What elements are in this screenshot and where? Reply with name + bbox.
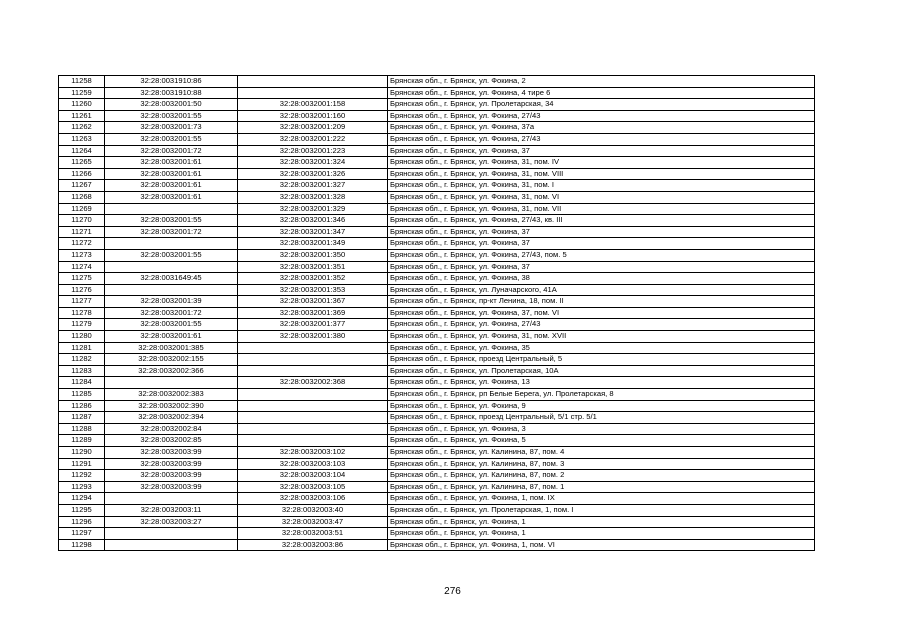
cell-address: Брянская обл., г. Брянск, ул. Пролетарская, 34 <box>388 99 815 111</box>
cell-object-number: 32:28:0032001:349 <box>238 238 388 250</box>
cell-parcel-number: 32:28:0032001:55 <box>105 249 238 261</box>
cell-object-number: 32:28:0032002:368 <box>238 377 388 389</box>
cell-parcel-number: 32:28:0032001:55 <box>105 319 238 331</box>
cell-parcel-number: 32:28:0032001:55 <box>105 215 238 227</box>
cell-parcel-number: 32:28:0032003:99 <box>105 447 238 459</box>
cell-parcel-number: 32:28:0032003:99 <box>105 470 238 482</box>
cell-parcel-number: 32:28:0032003:99 <box>105 458 238 470</box>
cell-row-number: 11264 <box>59 145 105 157</box>
cell-row-number: 11292 <box>59 470 105 482</box>
cell-parcel-number: 32:28:0032002:390 <box>105 400 238 412</box>
cell-row-number: 11258 <box>59 76 105 88</box>
cell-parcel-number: 32:28:0031910:86 <box>105 76 238 88</box>
cell-row-number: 11295 <box>59 504 105 516</box>
cell-row-number: 11291 <box>59 458 105 470</box>
cell-address: Брянская обл., г. Брянск, ул. Фокина, 37 <box>388 238 815 250</box>
cell-row-number: 11288 <box>59 423 105 435</box>
cell-parcel-number <box>105 238 238 250</box>
cell-row-number: 11262 <box>59 122 105 134</box>
cell-address: Брянская обл., г. Брянск, ул. Фокина, 1 <box>388 528 815 540</box>
cell-row-number: 11285 <box>59 389 105 401</box>
table-row <box>59 145 815 157</box>
cell-address: Брянская обл., г. Брянск, ул. Фокина, 31, пом. IV <box>388 157 815 169</box>
cell-object-number <box>238 342 388 354</box>
cell-address: Брянская обл., г. Брянск, проезд Центральный, 5 <box>388 354 815 366</box>
cell-row-number: 11294 <box>59 493 105 505</box>
cell-row-number: 11277 <box>59 296 105 308</box>
table-row <box>59 261 815 273</box>
cell-row-number: 11281 <box>59 342 105 354</box>
cell-row-number: 11298 <box>59 539 105 551</box>
cell-object-number: 32:28:0032003:51 <box>238 528 388 540</box>
table-row <box>59 493 815 505</box>
cadastral-table <box>58 75 815 551</box>
cell-row-number: 11279 <box>59 319 105 331</box>
cell-parcel-number: 32:28:0032003:11 <box>105 504 238 516</box>
cell-parcel-number <box>105 284 238 296</box>
cadastral-table-body <box>59 76 815 551</box>
cell-address: Брянская обл., г. Брянск, ул. Калинина, 87, пом. 1 <box>388 481 815 493</box>
cell-address: Брянская обл., г. Брянск, ул. Пролетарская, 10А <box>388 365 815 377</box>
table-row <box>59 470 815 482</box>
table-row <box>59 76 815 88</box>
cell-row-number: 11271 <box>59 226 105 238</box>
table-row <box>59 87 815 99</box>
cell-object-number: 32:28:0032001:327 <box>238 180 388 192</box>
cell-parcel-number: 32:28:0032001:39 <box>105 296 238 308</box>
cell-object-number: 32:28:0032001:326 <box>238 168 388 180</box>
cell-address: Брянская обл., г. Брянск, ул. Фокина, 31, пом. VI <box>388 191 815 203</box>
cell-address: Брянская обл., г. Брянск, ул. Фокина, 3 <box>388 423 815 435</box>
cell-row-number: 11265 <box>59 157 105 169</box>
cell-parcel-number: 32:28:0032001:55 <box>105 110 238 122</box>
cell-object-number: 32:28:0032003:106 <box>238 493 388 505</box>
cell-parcel-number: 32:28:0032001:72 <box>105 307 238 319</box>
table-row <box>59 203 815 215</box>
table-row <box>59 435 815 447</box>
table-row <box>59 447 815 459</box>
cell-address: Брянская обл., г. Брянск, ул. Фокина, 31, пом. VIII <box>388 168 815 180</box>
cell-parcel-number <box>105 261 238 273</box>
cell-object-number <box>238 412 388 424</box>
cell-address: Брянская обл., г. Брянск, ул. Фокина, 35 <box>388 342 815 354</box>
table-row <box>59 342 815 354</box>
cell-row-number: 11282 <box>59 354 105 366</box>
table-row <box>59 226 815 238</box>
cell-row-number: 11259 <box>59 87 105 99</box>
cell-address: Брянская обл., г. Брянск, ул. Фокина, 31, пом. I <box>388 180 815 192</box>
cell-object-number: 32:28:0032001:352 <box>238 273 388 285</box>
cell-object-number: 32:28:0032003:47 <box>238 516 388 528</box>
cell-object-number: 32:28:0032003:102 <box>238 447 388 459</box>
cell-parcel-number: 32:28:0032001:50 <box>105 99 238 111</box>
cell-object-number <box>238 76 388 88</box>
cell-object-number: 32:28:0032001:222 <box>238 133 388 145</box>
table-row <box>59 122 815 134</box>
cell-address: Брянская обл., г. Брянск, ул. Калинина, 87, пом. 4 <box>388 447 815 459</box>
cell-parcel-number: 32:28:0032001:61 <box>105 331 238 343</box>
cell-address: Брянская обл., г. Брянск, ул. Фокина, 37 <box>388 261 815 273</box>
table-row <box>59 157 815 169</box>
cell-object-number: 32:28:0032003:103 <box>238 458 388 470</box>
cell-address: Брянская обл., г. Брянск, ул. Фокина, 4 тире 6 <box>388 87 815 99</box>
table-row <box>59 389 815 401</box>
cell-address: Брянская обл., г. Брянск, ул. Калинина, 87, пом. 3 <box>388 458 815 470</box>
table-row <box>59 307 815 319</box>
cell-object-number: 32:28:0032001:160 <box>238 110 388 122</box>
cell-parcel-number: 32:28:0032003:27 <box>105 516 238 528</box>
cell-address: Брянская обл., г. Брянск, ул. Фокина, 37 <box>388 226 815 238</box>
page-number: 276 <box>444 586 461 597</box>
cell-object-number: 32:28:0032001:380 <box>238 331 388 343</box>
cell-object-number: 32:28:0032001:223 <box>238 145 388 157</box>
cell-parcel-number: 32:28:0032002:85 <box>105 435 238 447</box>
cell-address: Брянская обл., г. Брянск, ул. Фокина, 37, пом. VI <box>388 307 815 319</box>
cell-parcel-number: 32:28:0032002:383 <box>105 389 238 401</box>
table-row <box>59 284 815 296</box>
table-row <box>59 238 815 250</box>
cell-address: Брянская обл., г. Брянск, ул. Пролетарская, 1, пом. I <box>388 504 815 516</box>
cell-row-number: 11287 <box>59 412 105 424</box>
cell-parcel-number <box>105 528 238 540</box>
table-row <box>59 180 815 192</box>
cell-parcel-number: 32:28:0032001:61 <box>105 157 238 169</box>
cell-row-number: 11260 <box>59 99 105 111</box>
cell-address: Брянская обл., г. Брянск, ул. Фокина, 31, пом. VII <box>388 203 815 215</box>
cell-row-number: 11275 <box>59 273 105 285</box>
cell-object-number: 32:28:0032001:377 <box>238 319 388 331</box>
table-row <box>59 168 815 180</box>
table-row <box>59 458 815 470</box>
cell-row-number: 11286 <box>59 400 105 412</box>
cell-object-number: 32:28:0032001:328 <box>238 191 388 203</box>
cell-object-number <box>238 87 388 99</box>
table-row <box>59 331 815 343</box>
cell-row-number: 11283 <box>59 365 105 377</box>
cell-object-number: 32:28:0032001:209 <box>238 122 388 134</box>
cell-address: Брянская обл., г. Брянск, ул. Фокина, 1, пом. IX <box>388 493 815 505</box>
table-row <box>59 377 815 389</box>
cell-parcel-number: 32:28:0031649:45 <box>105 273 238 285</box>
cell-parcel-number: 32:28:0031910:88 <box>105 87 238 99</box>
cell-object-number: 32:28:0032001:158 <box>238 99 388 111</box>
cell-parcel-number <box>105 539 238 551</box>
cell-address: Брянская обл., г. Брянск, ул. Фокина, 1 <box>388 516 815 528</box>
cell-address: Брянская обл., г. Брянск, ул. Фокина, 27/43, кв. III <box>388 215 815 227</box>
table-row <box>59 400 815 412</box>
cell-address: Брянская обл., г. Брянск, ул. Фокина, 27/43 <box>388 319 815 331</box>
cell-row-number: 11263 <box>59 133 105 145</box>
cell-address: Брянская обл., г. Брянск, ул. Калинина, 87, пом. 2 <box>388 470 815 482</box>
table-row <box>59 249 815 261</box>
cell-object-number <box>238 365 388 377</box>
cell-object-number <box>238 423 388 435</box>
cell-row-number: 11276 <box>59 284 105 296</box>
table-row <box>59 423 815 435</box>
cell-address: Брянская обл., г. Брянск, ул. Фокина, 38 <box>388 273 815 285</box>
cell-row-number: 11284 <box>59 377 105 389</box>
cell-object-number <box>238 400 388 412</box>
cell-parcel-number: 32:28:0032001:72 <box>105 226 238 238</box>
cell-row-number: 11278 <box>59 307 105 319</box>
cell-address: Брянская обл., г. Брянск, проезд Центральный, 5/1 стр. 5/1 <box>388 412 815 424</box>
table-row <box>59 365 815 377</box>
cell-address: Брянская обл., г. Брянск, ул. Фокина, 9 <box>388 400 815 412</box>
cell-object-number: 32:28:0032001:351 <box>238 261 388 273</box>
table-row <box>59 528 815 540</box>
cell-address: Брянская обл., г. Брянск, ул. Фокина, 5 <box>388 435 815 447</box>
table-row <box>59 412 815 424</box>
cell-address: Брянская обл., г. Брянск, ул. Фокина, 1, пом. VI <box>388 539 815 551</box>
table-row <box>59 99 815 111</box>
cell-address: Брянская обл., г. Брянск, ул. Фокина, 27/43 <box>388 133 815 145</box>
cell-parcel-number: 32:28:0032001:61 <box>105 191 238 203</box>
table-row <box>59 273 815 285</box>
cell-address: Брянская обл., г. Брянск, ул. Фокина, 27/43 <box>388 110 815 122</box>
cell-parcel-number: 32:28:0032001:55 <box>105 133 238 145</box>
cell-object-number <box>238 389 388 401</box>
cell-object-number: 32:28:0032001:324 <box>238 157 388 169</box>
cell-address: Брянская обл., г. Брянск, ул. Фокина, 13 <box>388 377 815 389</box>
cell-parcel-number: 32:28:0032001:61 <box>105 180 238 192</box>
cell-parcel-number <box>105 203 238 215</box>
cell-row-number: 11267 <box>59 180 105 192</box>
cell-object-number: 32:28:0032003:86 <box>238 539 388 551</box>
table-row <box>59 539 815 551</box>
cell-object-number <box>238 435 388 447</box>
cell-row-number: 11272 <box>59 238 105 250</box>
table-row <box>59 296 815 308</box>
table-row <box>59 133 815 145</box>
cell-parcel-number: 32:28:0032001:72 <box>105 145 238 157</box>
cell-row-number: 11280 <box>59 331 105 343</box>
cell-address: Брянская обл., г. Брянск, ул. Фокина, 27/43, пом. 5 <box>388 249 815 261</box>
cell-row-number: 11268 <box>59 191 105 203</box>
cell-address: Брянская обл., г. Брянск, рп Белые Берега, ул. Пролетарская, 8 <box>388 389 815 401</box>
cell-object-number: 32:28:0032003:104 <box>238 470 388 482</box>
cell-parcel-number <box>105 377 238 389</box>
cell-row-number: 11273 <box>59 249 105 261</box>
cell-row-number: 11274 <box>59 261 105 273</box>
cell-parcel-number: 32:28:0032002:84 <box>105 423 238 435</box>
cell-parcel-number: 32:28:0032002:394 <box>105 412 238 424</box>
cell-row-number: 11266 <box>59 168 105 180</box>
table-row <box>59 516 815 528</box>
table-row <box>59 504 815 516</box>
cell-row-number: 11293 <box>59 481 105 493</box>
cell-row-number: 11289 <box>59 435 105 447</box>
cell-address: Брянская обл., г. Брянск, ул. Фокина, 37а <box>388 122 815 134</box>
cell-parcel-number: 32:28:0032001:61 <box>105 168 238 180</box>
table-row <box>59 354 815 366</box>
cell-address: Брянская обл., г. Брянск, пр-кт Ленина, 18, пом. II <box>388 296 815 308</box>
cell-parcel-number: 32:28:0032003:99 <box>105 481 238 493</box>
table-row <box>59 319 815 331</box>
cell-row-number: 11261 <box>59 110 105 122</box>
cell-parcel-number <box>105 493 238 505</box>
cell-object-number: 32:28:0032001:350 <box>238 249 388 261</box>
cell-object-number: 32:28:0032001:346 <box>238 215 388 227</box>
cell-object-number: 32:28:0032001:329 <box>238 203 388 215</box>
table-row <box>59 110 815 122</box>
table-row <box>59 481 815 493</box>
cell-parcel-number: 32:28:0032001:73 <box>105 122 238 134</box>
cell-parcel-number: 32:28:0032002:155 <box>105 354 238 366</box>
cell-address: Брянская обл., г. Брянск, ул. Луначарского, 41А <box>388 284 815 296</box>
cell-row-number: 11270 <box>59 215 105 227</box>
cell-address: Брянская обл., г. Брянск, ул. Фокина, 31, пом. XVII <box>388 331 815 343</box>
cell-object-number: 32:28:0032003:40 <box>238 504 388 516</box>
cell-row-number: 11296 <box>59 516 105 528</box>
cell-object-number: 32:28:0032001:347 <box>238 226 388 238</box>
cell-object-number: 32:28:0032001:367 <box>238 296 388 308</box>
table-row <box>59 215 815 227</box>
cell-object-number: 32:28:0032003:105 <box>238 481 388 493</box>
cell-row-number: 11269 <box>59 203 105 215</box>
cell-address: Брянская обл., г. Брянск, ул. Фокина, 2 <box>388 76 815 88</box>
cell-row-number: 11297 <box>59 528 105 540</box>
cell-object-number: 32:28:0032001:369 <box>238 307 388 319</box>
cell-object-number: 32:28:0032001:353 <box>238 284 388 296</box>
cell-row-number: 11290 <box>59 447 105 459</box>
cell-address: Брянская обл., г. Брянск, ул. Фокина, 37 <box>388 145 815 157</box>
cell-parcel-number: 32:28:0032002:366 <box>105 365 238 377</box>
table-row <box>59 191 815 203</box>
cell-object-number <box>238 354 388 366</box>
cell-parcel-number: 32:28:0032001:385 <box>105 342 238 354</box>
